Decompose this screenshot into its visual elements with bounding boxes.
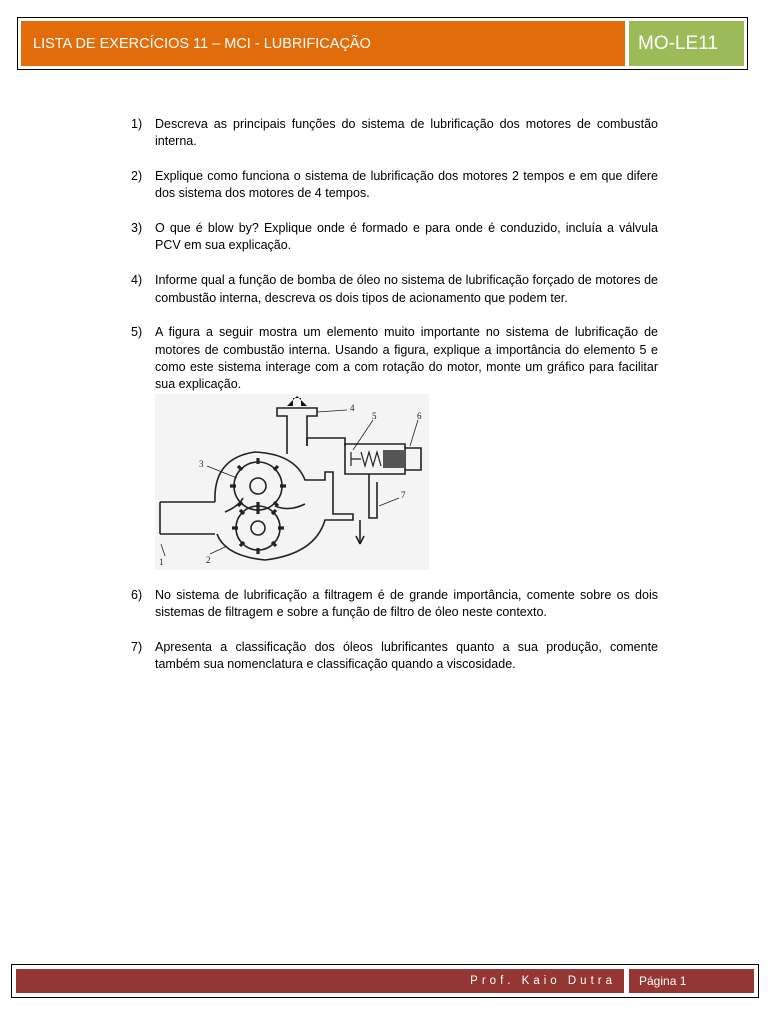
question-number: 1) bbox=[131, 117, 143, 131]
question-text: Informe qual a função de bomba de óleo no sistema de lubrificação forçado de motores de combustão interna, descreva os dois tipos de acionamento que podem ter. bbox=[155, 273, 658, 305]
figure-label-1: 1 bbox=[159, 556, 164, 567]
document-title: LISTA DE EXERCÍCIOS 11 – MCI - LUBRIFICAÇÃO bbox=[21, 21, 625, 66]
figure-label-4: 4 bbox=[350, 402, 355, 413]
question-number: 3) bbox=[131, 221, 143, 236]
question-item bbox=[131, 220, 658, 255]
document-code: MO-LE11 bbox=[629, 21, 744, 66]
question-number: 6) bbox=[131, 588, 143, 603]
question-item bbox=[131, 116, 658, 151]
question-number: 7) bbox=[131, 640, 143, 655]
question-item bbox=[131, 168, 658, 203]
figure-label-5: 5 bbox=[372, 410, 377, 421]
footer-author: Prof. Kaio Dutra bbox=[16, 969, 624, 993]
page-header bbox=[17, 17, 748, 70]
figure-label-7: 7 bbox=[401, 489, 406, 500]
figure-label-6: 6 bbox=[417, 410, 422, 421]
question-text: A figura a seguir mostra um elemento muito importante no sistema de lubrificação de motores de combustão interna. Usando a figura, explique a importância do elemento 5 e como este sistema interage com a com rotação do motor, monte um gráfico para facilitar sua explicação. bbox=[155, 325, 658, 392]
question-text: O que é blow by? Explique onde é formado e para onde é conduzido, incluía a válvula PCV em sua explicação. bbox=[155, 221, 658, 253]
figure-label-3: 3 bbox=[199, 458, 204, 469]
question-item bbox=[131, 587, 658, 622]
figure-label-2: 2 bbox=[206, 554, 211, 565]
page-footer bbox=[11, 964, 759, 998]
question-item bbox=[131, 324, 658, 393]
question-text: No sistema de lubrificação a filtragem é de grande importância, comente sobre os dois sistemas de filtragem e sobre a função de filtro de óleo neste contexto. bbox=[155, 588, 658, 620]
question-number: 5) bbox=[131, 325, 143, 340]
oil-pump-diagram bbox=[155, 394, 429, 570]
question-number: 4) bbox=[131, 273, 143, 288]
question-item bbox=[131, 639, 658, 674]
question-item bbox=[131, 272, 658, 307]
question-text: Descreva as principais funções do sistema de lubrificação dos motores de combustão interna. bbox=[155, 117, 658, 149]
question-number: 2) bbox=[131, 169, 143, 184]
footer-page-number: Página 1 bbox=[629, 969, 754, 993]
question-text: Explique como funciona o sistema de lubrificação dos motores 2 tempos e em que difere dos sistema dos motores de 4 tempos. bbox=[155, 169, 658, 201]
question-text: Apresenta a classificação dos óleos lubrificantes quanto a sua produção, comente também sua nomenclatura e classificação quando a viscosidade. bbox=[155, 640, 658, 672]
question-list bbox=[131, 116, 658, 691]
oil-pump-figure-item bbox=[131, 394, 658, 570]
